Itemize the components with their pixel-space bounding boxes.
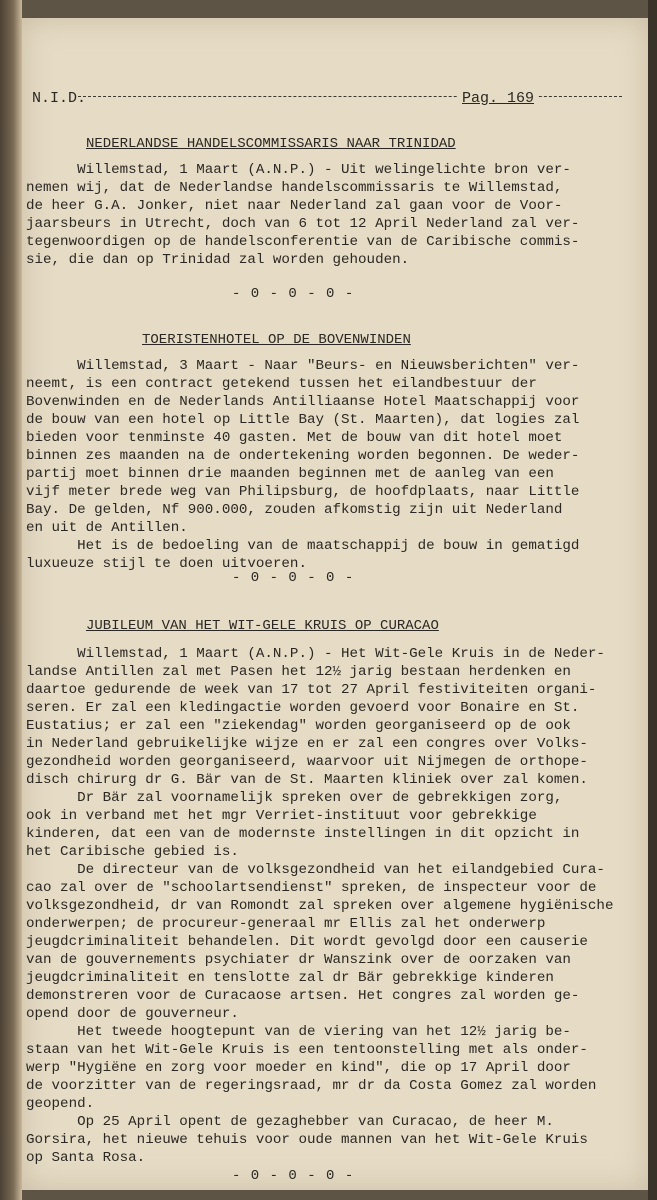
text-line: jeugdcriminaliteit en tenslotte zal dr Bär gebrekkige kinderen xyxy=(26,970,554,986)
text-line: van de gouvernements psychiater dr Wanszink over de oorzaken van xyxy=(26,952,571,968)
article-1-title: NEDERLANDSE HANDELSCOMMISSARIS NAAR TRINIDAD xyxy=(86,136,456,152)
text-line: Willemstad, 3 Maart - Naar "Beurs- en Nieuwsberichten" ver- xyxy=(26,358,580,374)
text-line: partij moet binnen drie maanden beginnen met de aanleg van een xyxy=(26,466,554,482)
header-source: N.I.D. xyxy=(32,90,87,107)
text-line: in Nederland gebruikelijke wijze en er zal een congres over Volks- xyxy=(26,736,588,752)
section-separator: - 0 - 0 - 0 - xyxy=(232,570,355,586)
text-line: De directeur van de volksgezondheid van het eilandgebied Cura- xyxy=(26,862,605,878)
text-line: bieden voor tenminste 40 gasten. Met de bouw van dit hotel moet xyxy=(26,430,563,446)
text-line: Bay. De gelden, Nf 900.000, zouden afkomstig zijn uit Nederland xyxy=(26,502,563,518)
text-line: seren. Er zal een kledingactie worden gevoerd voor Bonaire en St. xyxy=(26,700,580,716)
page-header xyxy=(32,90,622,110)
page-number: Pag. 169 xyxy=(458,90,538,107)
article-3-title: JUBILEUM VAN HET WIT-GELE KRUIS OP CURACAO xyxy=(86,618,439,634)
text-line: Bovenwinden en de Nederlands Antilliaanse Hotel Maatschappij voor xyxy=(26,394,580,410)
text-line: Eustatius; er zal een "ziekendag" worden georganiseerd op de ook xyxy=(26,718,571,734)
text-line: jeugdcriminaliteit behandelen. Dit wordt gevolgd door een causerie xyxy=(26,934,588,950)
text-line: Het is de bedoeling van de maatschappij de bouw in gematigd xyxy=(26,538,580,554)
text-line: sie, die dan op Trinidad zal worden gehouden. xyxy=(26,252,410,268)
text-line: nemen wij, dat de Nederlandse handelscommissaris te Willemstad, xyxy=(26,180,563,196)
text-line: Op 25 April opent de gezaghebber van Curacao, de heer M. xyxy=(26,1114,554,1130)
text-line: volksgezondheid, dr van Romondt zal spreken over algemene hygiënische xyxy=(26,898,614,914)
document-page xyxy=(22,18,648,1190)
section-separator: - 0 - 0 - 0 - xyxy=(232,286,355,302)
text-line: jaarsbeurs in Utrecht, doch van 6 tot 12 April Nederland zal ver- xyxy=(26,216,580,232)
text-line: geopend. xyxy=(26,1096,95,1112)
text-line: Het tweede hoogtepunt van de viering van het 12½ jarig be- xyxy=(26,1024,571,1040)
text-line: tegenwoordigen op de handelsconferentie van de Caribische commis- xyxy=(26,234,580,250)
text-line: werp "Hygiëne en zorg voor moeder en kind", die op 17 April door xyxy=(26,1060,571,1076)
text-line: Willemstad, 1 Maart (A.N.P.) - Uit welingelichte bron ver- xyxy=(26,162,571,178)
text-line: ook in verband met het mgr Verriet-instituut voor gebrekkige xyxy=(26,808,537,824)
text-line: de heer G.A. Jonker, niet naar Nederland zal gaan voor de Voor- xyxy=(26,198,563,214)
text-line: gezondheid worden georganiseerd, waarvoor uit Nijmegen de orthope- xyxy=(26,754,588,770)
text-line: de bouw van een hotel op Little Bay (St. Maarten), dat logies zal xyxy=(26,412,580,428)
article-2-title: TOERISTENHOTEL OP DE BOVENWINDEN xyxy=(142,332,411,348)
text-line: neemt, is een contract getekend tussen het eilandbestuur der xyxy=(26,376,537,392)
text-line: luxueuze stijl te doen uitvoeren. xyxy=(26,556,307,572)
text-line: en uit de Antillen. xyxy=(26,520,188,536)
text-line: disch chirurg dr G. Bär van de St. Maarten kliniek over zal komen. xyxy=(26,772,588,788)
text-line: Dr Bär zal voornamelijk spreken over de gebrekkigen zorg, xyxy=(26,790,563,806)
book-binding xyxy=(0,0,22,1200)
text-line: binnen zes maanden na de ondertekening worden begonnen. De weder- xyxy=(26,448,580,464)
text-line: Gorsira, het nieuwe tehuis voor oude mannen van het Wit-Gele Kruis xyxy=(26,1132,588,1148)
text-line: cao zal over de "schoolartsendienst" spreken, de inspecteur voor de xyxy=(26,880,597,896)
text-line: opend door de gouverneur. xyxy=(26,1006,239,1022)
page-edge xyxy=(648,0,657,1200)
text-line: kinderen, dat een van de modernste instellingen in dit opzicht in xyxy=(26,826,580,842)
text-line: demonstreren voor de Curacaose artsen. Het congres zal worden ge- xyxy=(26,988,580,1004)
text-line: onderwerpen; de procureur-generaal mr Ellis zal het onderwerp xyxy=(26,916,546,932)
header-dash-line xyxy=(78,96,622,97)
text-line: vijf meter brede weg van Philipsburg, de hoofdplaats, naar Little xyxy=(26,484,580,500)
section-separator: - 0 - 0 - 0 - xyxy=(232,1168,355,1184)
text-line: landse Antillen zal met Pasen het 12½ jarig bestaan herdenken en xyxy=(26,664,571,680)
text-line: Willemstad, 1 Maart (A.N.P.) - Het Wit-Gele Kruis in de Neder- xyxy=(26,646,605,662)
text-line: staan van het Wit-Gele Kruis is een tentoonstelling met als onder- xyxy=(26,1042,588,1058)
text-line: op Santa Rosa. xyxy=(26,1150,146,1166)
text-line: daartoe gedurende de week van 17 tot 27 April festiviteiten organi- xyxy=(26,682,597,698)
text-line: het Caribische gebied is. xyxy=(26,844,239,860)
text-line: de voorzitter van de regeringsraad, mr dr da Costa Gomez zal worden xyxy=(26,1078,597,1094)
